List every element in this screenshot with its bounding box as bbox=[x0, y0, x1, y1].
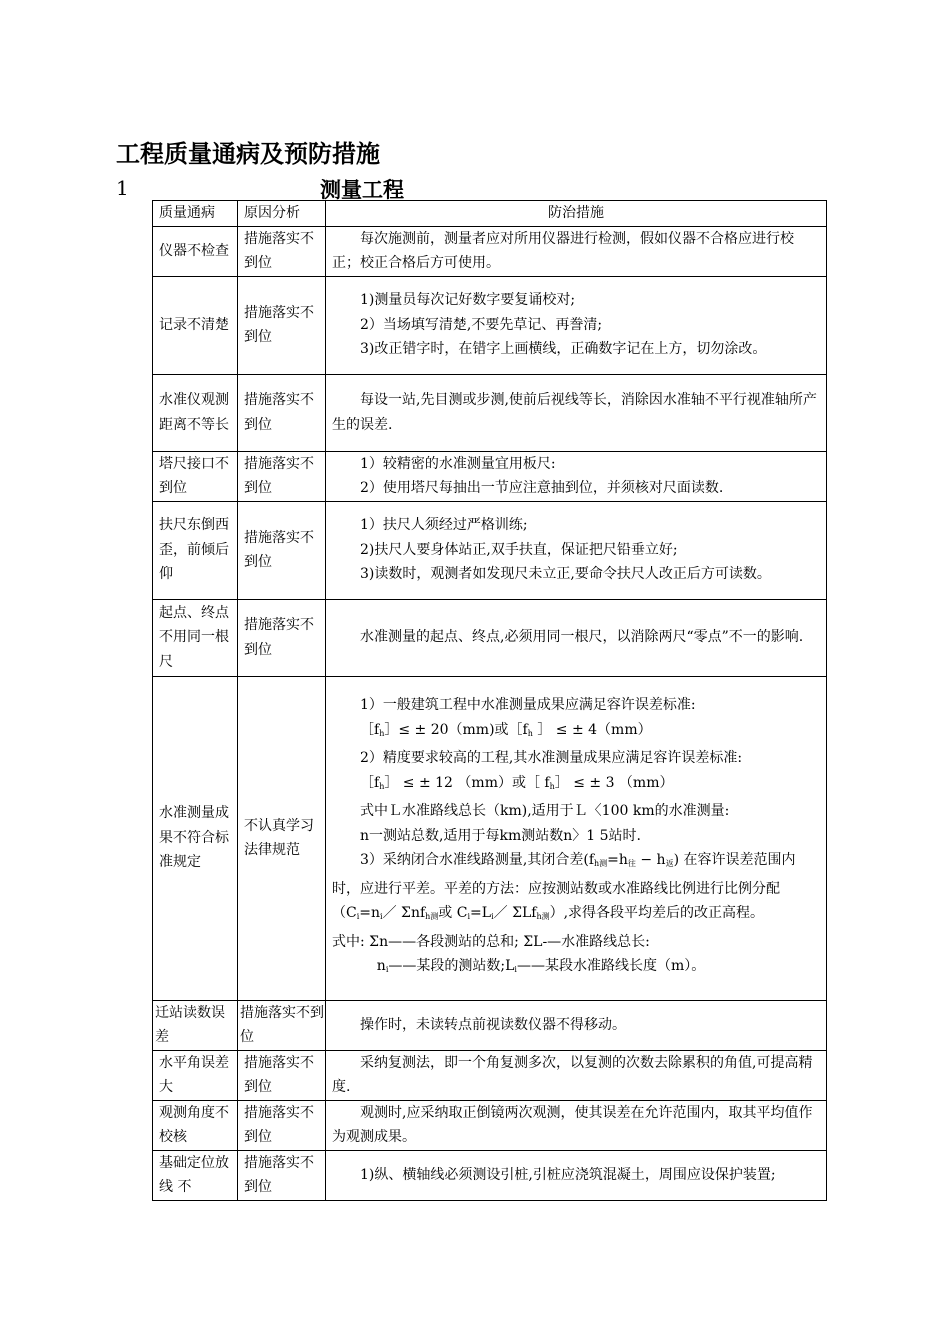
measures-cell bbox=[326, 276, 827, 374]
table-row bbox=[153, 1050, 827, 1100]
table-header-row bbox=[153, 201, 827, 227]
measures-cell bbox=[326, 599, 827, 676]
measure-line: 2）使用塔尺每抽出一节应注意抽到位，并须核对尺面读数. bbox=[360, 480, 724, 496]
measure-line: 式中Ｌ水准路线总长（km),适用于Ｌ〈100 km的水准测量: bbox=[360, 803, 730, 820]
cause-cell: 不认真学习法律规范 bbox=[238, 676, 326, 1000]
measures-cell bbox=[326, 374, 827, 451]
measure-line: 采纳复测法，即一个角复测多次，以复测的次数去除累积的角值,可提高精度. bbox=[332, 1054, 813, 1095]
cause-cell: 措施落实不到位 bbox=[238, 599, 326, 676]
measures-cell bbox=[326, 1150, 827, 1200]
defect-cell: 水平角误差大 bbox=[153, 1050, 238, 1100]
measure-line: 3）采纳闭合水准线路测量,其闭合差$(f_{h测}=h_往 - h_返)$ 在容许误差范围内时，应进行平差。平差的方法：应按测站数或水准路线比例进行比例分配（$C_i=n_i/$ Σnf$_{h测}$或 $C_i=L_i/$ ΣLf$_{h测}$）,求得各段平均差后的改正高程。 bbox=[332, 852, 796, 922]
measure-line: 1）一般建筑工程中水准测量成果应满足容许误差标准: bbox=[360, 697, 696, 714]
header-measures: 防治措施 bbox=[326, 201, 827, 227]
measure-line: 1）扶尺人须经过严格训练; bbox=[360, 517, 528, 534]
defect-cell: 观测角度不校核 bbox=[153, 1100, 238, 1150]
measures-cell bbox=[326, 1050, 827, 1100]
measures-cell bbox=[326, 501, 827, 599]
measures-cell bbox=[326, 1100, 827, 1150]
table-row bbox=[153, 599, 827, 676]
defect-cell: 塔尺接口不到位 bbox=[153, 451, 238, 501]
measure-line: 1）较精密的水准测量宜用板尺: bbox=[360, 455, 556, 472]
measure-line: 3)读数时，观测者如发现尺未立正,要命令扶尺人改正后方可读数。 bbox=[360, 566, 771, 583]
defect-cell: 记录不清楚 bbox=[153, 276, 238, 374]
defect-cell: 扶尺东倒西歪，前倾后仰 bbox=[153, 501, 238, 599]
table-row bbox=[153, 501, 827, 599]
measure-line: 2）当场填写清楚,不要先草记、再誊清; bbox=[360, 316, 603, 333]
cause-cell: 措施落实不到位 bbox=[238, 1050, 326, 1100]
cause-cell: 措施落实不到位 bbox=[238, 501, 326, 599]
table-row bbox=[153, 276, 827, 374]
table-row bbox=[153, 676, 827, 1000]
measure-line: 1)纵、横轴线必须测设引桩,引桩应浇筑混凝土，周围应设保护装置; bbox=[360, 1166, 776, 1183]
measure-line: 3)改正错字时，在错字上画横线，正确数字记在上方，切勿涂改。 bbox=[360, 341, 767, 358]
table-row bbox=[153, 1000, 827, 1050]
formula-line: $[f_h]\le \pm 20(mm)$或$[f_h$ ］ ≤ ± 4（mm） bbox=[360, 721, 652, 738]
measure-line: n一测站总数,适用于每km测站数n〉1 5站时. bbox=[360, 827, 641, 844]
measures-cell bbox=[326, 451, 827, 501]
measure-line: 1)测量员每次记好数字要复诵校对; bbox=[360, 292, 576, 309]
cause-cell: 措施落实不到位 bbox=[238, 374, 326, 451]
defect-cell: 水准仪观测距离不等长 bbox=[153, 374, 238, 451]
section-number: 1 bbox=[116, 176, 129, 200]
defect-cell: 仪器不检查 bbox=[153, 226, 238, 276]
measure-line: 每设一站,先目测或步测,使前后视线等长，消除因水准轴不平行视准轴所产生的误差. bbox=[332, 392, 817, 433]
cause-cell: 措施落实不到位 bbox=[238, 1100, 326, 1150]
table-row bbox=[153, 451, 827, 501]
measure-line: $n_i——$某段的测站数$;L_i——$某段水准路线长度（m）。 bbox=[376, 958, 706, 975]
section-title: 测量工程 bbox=[320, 178, 404, 202]
defects-table bbox=[152, 200, 827, 1201]
defect-cell: 水准测量成果不符合标准规定 bbox=[153, 676, 238, 1000]
measure-line: 操作时，未读转点前视读数仪器不得移动。 bbox=[360, 1016, 626, 1033]
table-row bbox=[153, 1100, 827, 1150]
formula-line: $[f_h]$ ≤ ± 12 （mm）或［ $f_h]$ ≤ ± 3 （mm） bbox=[360, 774, 674, 791]
cause-cell: 措施落实不到位 bbox=[238, 1150, 326, 1200]
header-cause: 原因分析 bbox=[238, 201, 326, 227]
measures-cell bbox=[326, 226, 827, 276]
table-row bbox=[153, 374, 827, 451]
table-row bbox=[153, 226, 827, 276]
measure-line: 2）精度要求较高的工程,其水准测量成果应满足容许误差标准: bbox=[360, 750, 743, 767]
measure-line: 水准测量的起点、终点,必须用同一根尺，以消除两尺“零点”不一的影响. bbox=[360, 629, 804, 646]
cause-cell: 措施落实不到位 bbox=[238, 1000, 326, 1050]
measures-cell bbox=[326, 1000, 827, 1050]
page-title: 工程质量通病及预防措施 bbox=[116, 140, 380, 168]
defect-cell: 起点、终点不用同一根尺 bbox=[153, 599, 238, 676]
cause-cell: 措施落实不到位 bbox=[238, 226, 326, 276]
measure-line: 每次施测前，测量者应对所用仪器进行检测，假如仪器不合格应进行校正；校正合格后方可使用。 bbox=[332, 230, 794, 271]
measure-line: 观测时,应采纳取正倒镜两次观测，使其误差在允许范围内，取其平均值作为观测成果。 bbox=[332, 1104, 813, 1145]
measure-line: 2)扶尺人要身体站正,双手扶直，保证把尺铅垂立好; bbox=[360, 541, 678, 558]
table-row bbox=[153, 1150, 827, 1200]
header-defect: 质量通病 bbox=[153, 201, 238, 227]
measures-cell bbox=[326, 676, 827, 1000]
defect-cell: 迁站读数误差 bbox=[153, 1000, 238, 1050]
cause-cell: 措施落实不到位 bbox=[238, 451, 326, 501]
cause-cell: 措施落实不到位 bbox=[238, 276, 326, 374]
measure-line: 式中: Σn——各段测站的总和; ΣL-—水准路线总长: bbox=[332, 933, 650, 950]
defect-cell: 基础定位放 线 不 bbox=[153, 1150, 238, 1200]
